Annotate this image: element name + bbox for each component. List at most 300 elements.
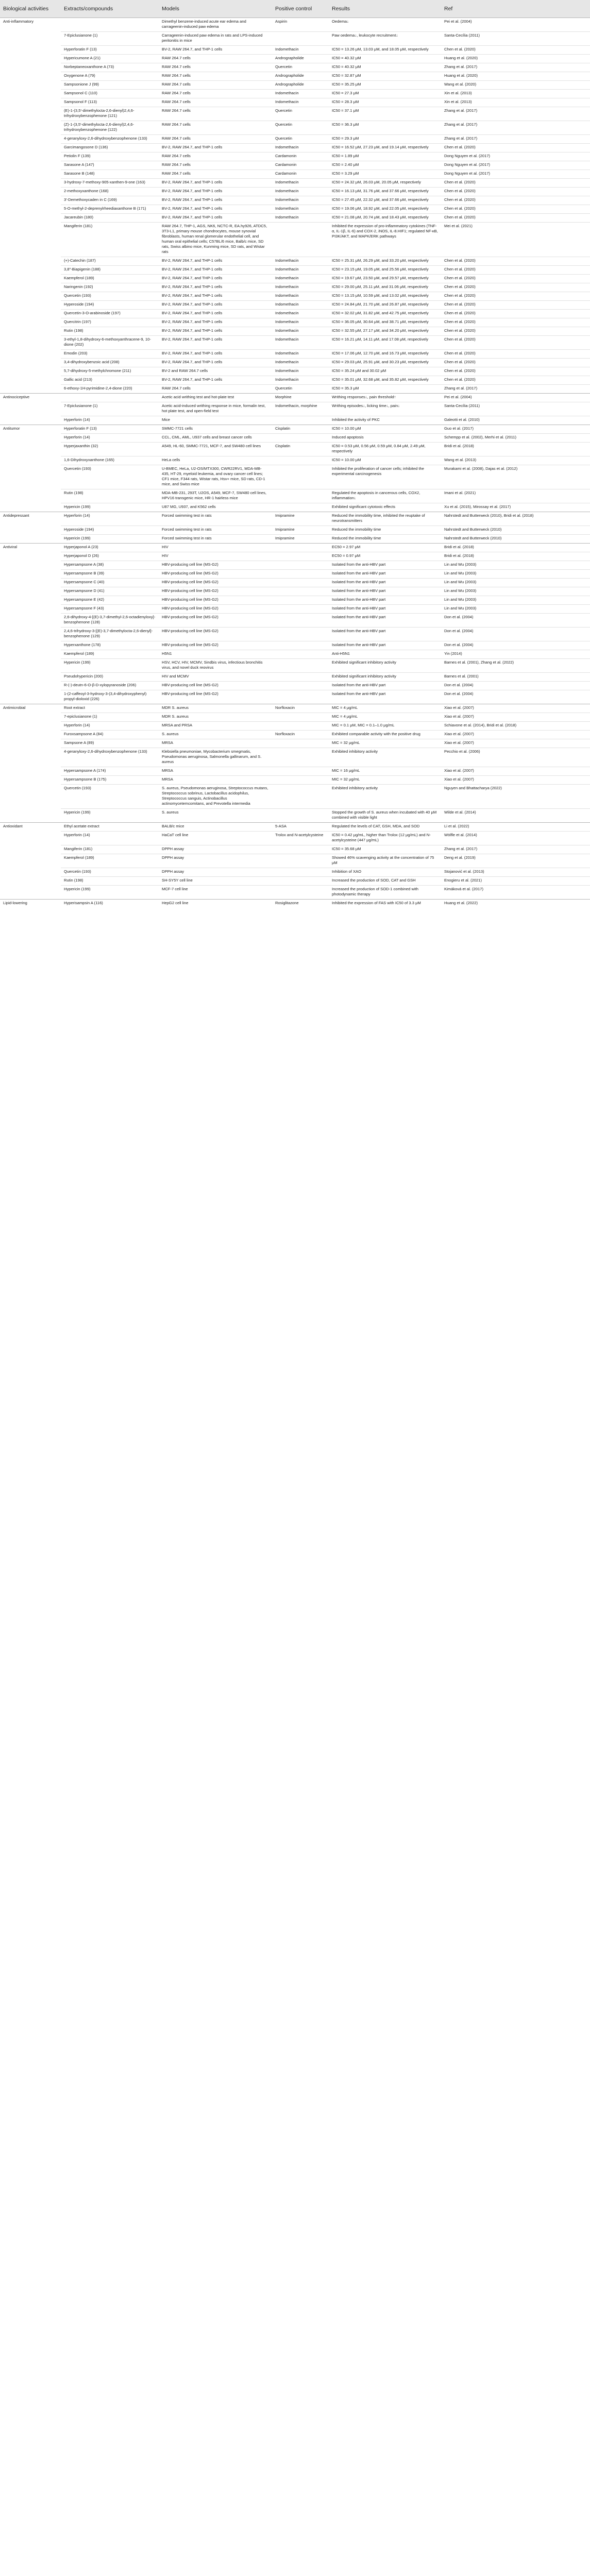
result-cell: MIC = 32 μg/mL [329,775,441,784]
activity-cell: Antidepressant [0,512,61,526]
table-row [0,596,590,604]
activity-cell [0,767,61,775]
compound-cell: Hyperforin (14) [61,416,159,425]
result-cell: Increased the production of SOD-1 combined with photodynamic therapy [329,885,441,899]
compound-cell: Hypersampsone F (43) [61,604,159,613]
reference-cell: Don et al. (2004) [441,681,590,690]
result-cell: Exhibited significant cytotoxic effects [329,503,441,512]
activity-cell [0,152,61,161]
compound-cell: Hyperforatin F (13) [61,45,159,54]
model-cell: RAW 264.7 cells [159,121,272,134]
reference-cell: Don et al. (2004) [441,627,590,641]
table-row [0,534,590,543]
activity-cell [0,561,61,569]
reference-cell: Pei et al. (2004) [441,393,590,402]
reference-cell: Chen et al. (2020) [441,187,590,196]
table-row [0,767,590,775]
compound-cell: Gallic acid (213) [61,376,159,384]
reference-cell: Chen et al. (2020) [441,367,590,376]
reference-cell: Schiavone et al. (2014), Bridi et al. (2018) [441,721,590,730]
table-row [0,18,590,31]
model-cell: BV-2, RAW 264.7, and THP-1 cells [159,327,272,335]
model-cell: BV-2, RAW 264.7, and THP-1 cells [159,309,272,318]
model-cell: BV-2, RAW 264.7, and THP-1 cells [159,274,272,283]
compound-cell: Pseudohypericin (200) [61,672,159,681]
positive-control-cell: Indomethacin, morphine [272,402,329,416]
positive-control-cell: Rosiglitazone [272,899,329,908]
activity-cell [0,134,61,143]
compound-cell: 2-methoxyxanthone (168) [61,187,159,196]
positive-control-cell: Cisplatin [272,442,329,456]
compound-cell: (Z)-1-(3,5′-dimethylocta-2,6-dienyl)2,4,6-trihydroxybenzophenone (122) [61,121,159,134]
compound-cell: Hypersampsone A (38) [61,561,159,569]
result-cell: IC50 = 35.24 μM and 30.02 μM [329,367,441,376]
reference-cell: Xiao et al. (2007) [441,739,590,748]
model-cell: DPPH assay [159,868,272,876]
reference-cell: Bridi et al. (2018) [441,552,590,561]
result-cell: IC50 = 32.87 μM [329,72,441,80]
positive-control-cell: Indomethacin [272,213,329,222]
table-row [0,587,590,596]
model-cell: S. aureus [159,730,272,739]
model-cell: Forced swimming test in rats [159,534,272,543]
result-cell: Isolated from the anti-HBV part [329,578,441,587]
positive-control-cell: Indomethacin [272,98,329,107]
positive-control-cell: Indomethacin [272,265,329,274]
table-row [0,143,590,152]
table-row [0,265,590,274]
activity-cell [0,526,61,534]
table-row [0,393,590,402]
result-cell: IC50 = 19.67 μM, 23.50 μM, and 29.57 μM, respectively [329,274,441,283]
compound-cell: Hyperoside (194) [61,300,159,309]
model-cell: RAW 264.7 cells [159,384,272,393]
result-cell: IC50 = 21.08 μM, 20.74 μM, and 18.43 μM, respectively [329,213,441,222]
activity-cell [0,31,61,45]
activity-cell [0,257,61,265]
table-row [0,31,590,45]
model-cell: HBV-producing cell line (MS-G2) [159,604,272,613]
activity-cell [0,327,61,335]
result-cell: EC50 = 2.97 μM [329,543,441,552]
compound-cell: 7-epiclusianone (1) [61,713,159,721]
positive-control-cell: Indomethacin [272,274,329,283]
table-row [0,672,590,681]
positive-control-cell [272,552,329,561]
result-cell: IC50 = 32.02 μM, 31.82 μM, and 42.75 μM, respectively [329,309,441,318]
table-row [0,257,590,265]
activity-cell [0,433,61,442]
activity-cell [0,98,61,107]
model-cell: BV-2, RAW 264.7, and THP-1 cells [159,187,272,196]
model-cell: HIV [159,552,272,561]
reference-cell: Bridi et al. (2018) [441,442,590,456]
activity-cell [0,367,61,376]
model-cell: HBV-producing cell line (MS-G2) [159,690,272,704]
compound-cell: Kaempferol (189) [61,854,159,868]
reference-cell: Chen et al. (2020) [441,265,590,274]
positive-control-cell: Andrographolide [272,80,329,89]
activity-cell [0,205,61,213]
positive-control-cell: Indomethacin [272,196,329,205]
result-cell: IC50 = 35.68 μM [329,845,441,854]
positive-control-cell [272,578,329,587]
reference-cell: Chen et al. (2020) [441,45,590,54]
compound-cell: Quercetin (193) [61,868,159,876]
result-cell: Isolated from the anti-HBV part [329,587,441,596]
activity-cell [0,627,61,641]
reference-cell: Huang et al. (2020) [441,54,590,63]
result-cell: MIC = 0.1 μM, MIC = 0.1–1.0 μg/mL [329,721,441,730]
positive-control-cell: Indomethacin [272,178,329,187]
positive-control-cell: Quercetin [272,107,329,121]
result-cell: IC50 = 24.32 μM, 26.03 μM, 20.05 μM, respectively [329,178,441,187]
result-cell: IC50 = 35.25 μM [329,80,441,89]
positive-control-cell [272,681,329,690]
table-row [0,222,590,257]
model-cell: HeLa cells [159,456,272,465]
activity-cell [0,402,61,416]
result-cell: Isolated from the anti-HBV part [329,569,441,578]
result-cell: Inhibited the activity of PKC [329,416,441,425]
compound-cell [61,393,159,402]
compound-cell: Hyperforatin F (13) [61,425,159,433]
result-cell: IC50 = 3.29 μM [329,170,441,178]
compound-cell: 2,4,6-trihydroxy-3-[(E)-3,7-dimethylocta-2,6-dienyl]-benzophenone (129) [61,627,159,641]
positive-control-cell: Quercetin [272,121,329,134]
positive-control-cell: 5-ASA [272,822,329,831]
positive-control-cell [272,433,329,442]
activity-cell: Antiviral [0,543,61,552]
activity-cell [0,376,61,384]
result-cell: IC50 = 36.05 μM, 30.64 μM, and 38.71 μM, respectively [329,318,441,327]
positive-control-cell [272,672,329,681]
result-cell: IC50 = 27.45 μM, 22.32 μM, and 37.66 μM, respectively [329,196,441,205]
activity-cell [0,808,61,822]
activity-cell [0,213,61,222]
table-row [0,899,590,908]
result-cell: IC50 = 40.32 μM [329,63,441,72]
positive-control-cell [272,613,329,627]
compound-cell: Quercitrin (197) [61,318,159,327]
reference-cell: Santa-Cecília (2011) [441,31,590,45]
table-row [0,283,590,292]
model-cell: Dimethyl benzene-induced acute ear edema and carrageenin-induced paw edema [159,18,272,31]
result-cell: Exhibited comparable activity with the positive drug [329,730,441,739]
result-cell: Stopped the growth of S. aureus when incubated with 40 μM combined with visible light [329,808,441,822]
table-row [0,465,590,489]
reference-cell: Wölfle et al. (2014) [441,831,590,845]
table-row [0,784,590,808]
model-cell: Acetic acid-induced writhing response in mice, formalin test, hot plate test, and open-field test [159,402,272,416]
positive-control-cell: Indomethacin [272,283,329,292]
result-cell: Inhibited the expression of pro-inflammatory cytokines (TNF-α, IL-1β, IL-6) and COX-2, iNOS, IL-8.HIF1; regulated NF-κB, PI3K/AKT, and MAPK/ERK pathways [329,222,441,257]
positive-control-cell [272,627,329,641]
activity-cell [0,358,61,367]
reference-cell: Chen et al. (2020) [441,376,590,384]
activity-cell [0,534,61,543]
table-row [0,416,590,425]
activity-cell [0,650,61,658]
result-cell: IC50 = 29.00 μM, 25.11 μM, and 31.06 μM, respectively [329,283,441,292]
compound-cell: Hypersampsone B (175) [61,775,159,784]
reference-cell: Lin and Wu (2003) [441,561,590,569]
reference-cell: Chen et al. (2020) [441,349,590,358]
activity-cell [0,784,61,808]
model-cell: HepG2 cell line [159,899,272,908]
reference-cell: Schempp et al. (2002), Merhi et al. (2011) [441,433,590,442]
compound-cell: Hyperforin (14) [61,433,159,442]
table-row [0,512,590,526]
compound-cell: 1,6-Dihydroxyxanthone (165) [61,456,159,465]
activity-cell [0,89,61,98]
model-cell: RAW 264.7 cells [159,72,272,80]
activity-cell [0,587,61,596]
model-cell: S. aureus, Pseudomonas aeruginosa, Streptococcus mutans, Streptococcus sobrinus, Lactobacillus acidophilus, Streptococcus sanguis, Actinobacillus actinomycetemcomitans, and Prevotella intermedia [159,784,272,808]
table-row [0,854,590,868]
result-cell: Isolated from the anti-HBV part [329,690,441,704]
table-row [0,822,590,831]
positive-control-cell [272,31,329,45]
table-row [0,384,590,393]
result-cell: MIC = 16 μg/mL [329,767,441,775]
result-cell: IC50 = 2.40 μM [329,161,441,170]
positive-control-cell: Trolox and N-acetylcysteine [272,831,329,845]
table-row [0,845,590,854]
result-cell: Reduced the immobility time [329,526,441,534]
result-cell: IC50 = 19.06 μM, 18.92 μM, and 22.05 μM, respectively [329,205,441,213]
table-row [0,178,590,187]
compound-cell: Hypericin (199) [61,534,159,543]
activity-cell: Antitumor [0,425,61,433]
positive-control-cell: Indomethacin [272,349,329,358]
reference-cell: Chen et al. (2020) [441,196,590,205]
result-cell: Isolated from the anti-HBV part [329,613,441,627]
model-cell: RAW 264.7 cells [159,170,272,178]
result-cell: Inhibited the proliferation of cancer cells; inhibited the experimental carcinogenesis [329,465,441,489]
model-cell: BV-2, RAW 264.7, and THP-1 cells [159,335,272,349]
compound-cell: Hypericin (199) [61,808,159,822]
activity-cell [0,596,61,604]
reference-cell: Don et al. (2004) [441,641,590,650]
model-cell: BV-2, RAW 264.7, and THP-1 cells [159,45,272,54]
table-body [0,18,590,908]
model-cell: HBV-producing cell line (MS-G2) [159,641,272,650]
model-cell: HBV-producing cell line (MS-G2) [159,681,272,690]
table-row [0,561,590,569]
compound-cell: Hypericumone A (21) [61,54,159,63]
activity-cell [0,161,61,170]
compound-cell: Quercetin (193) [61,292,159,300]
result-cell: Isolated from the anti-HBV part [329,604,441,613]
table-row [0,134,590,143]
reference-cell: Chen et al. (2020) [441,178,590,187]
model-cell: BV-2, RAW 264.7, and THP-1 cells [159,349,272,358]
compound-cell: Rutin (198) [61,876,159,885]
table-row [0,868,590,876]
result-cell: IC50 = 24.84 μM, 21.70 μM, and 26.87 μM, respectively [329,300,441,309]
activity-cell [0,170,61,178]
model-cell: BV-2, RAW 264.7, and THP-1 cells [159,265,272,274]
positive-control-cell: Indomethacin [272,257,329,265]
compound-cell: Hypericin (199) [61,658,159,672]
model-cell: BV-2, RAW 264.7, and THP-1 cells [159,205,272,213]
result-cell: Induced apoptosis [329,433,441,442]
result-cell: IC50 = 29.3 μM [329,134,441,143]
table-row [0,885,590,899]
result-cell: Isolated from the anti-HBV part [329,681,441,690]
table-row [0,196,590,205]
result-cell: Writhing responses↓, pain threshold↑ [329,393,441,402]
result-cell: Isolated from the anti-HBV part [329,596,441,604]
activity-cell [0,335,61,349]
positive-control-cell [272,658,329,672]
table-row [0,456,590,465]
model-cell: U87 MG, U937, and K562 cells [159,503,272,512]
positive-control-cell: Cardamonin [272,152,329,161]
table-row [0,704,590,713]
compound-cell: Hypersampsone D (41) [61,587,159,596]
activity-cell [0,489,61,503]
compound-cell: Hypericin (199) [61,503,159,512]
model-cell: HBV-producing cell line (MS-G2) [159,587,272,596]
reference-cell: Wang et al. (2020) [441,80,590,89]
positive-control-cell [272,854,329,868]
header-extracts-compounds: Extracts/compounds [61,0,159,18]
activity-cell [0,178,61,187]
reference-cell: Lin and Wu (2003) [441,569,590,578]
reference-cell: Pei et al. (2004) [441,18,590,31]
reference-cell: Lin and Wu (2003) [441,587,590,596]
positive-control-cell [272,465,329,489]
model-cell: BV-2, RAW 264.7, and THP-1 cells [159,143,272,152]
positive-control-cell: Indomethacin [272,143,329,152]
compound-cell: Sampsone A (89) [61,739,159,748]
activity-cell [0,748,61,767]
reference-cell: Chen et al. (2020) [441,300,590,309]
positive-control-cell: Morphine [272,393,329,402]
table-row [0,89,590,98]
activity-cell [0,292,61,300]
reference-cell: Imani et al. (2021) [441,489,590,503]
positive-control-cell [272,561,329,569]
model-cell: RAW 264.7 cells [159,63,272,72]
model-cell: Mice [159,416,272,425]
positive-control-cell: Andrographolide [272,54,329,63]
compound-cell: 3′-Demethoxycaden in C (169) [61,196,159,205]
positive-control-cell [272,775,329,784]
reference-cell: Xin et al. (2013) [441,89,590,98]
table-row [0,309,590,318]
model-cell: DPPH assay [159,845,272,854]
result-cell: IC50 = 29.03 μM, 25.91 μM, and 30.23 μM, respectively [329,358,441,367]
compound-cell: Hyperjaxanthin (32) [61,442,159,456]
positive-control-cell [272,569,329,578]
reference-cell: Xin et al. (2013) [441,98,590,107]
table-row [0,45,590,54]
header-biological-activities: Biological activities [0,0,61,18]
table-row [0,152,590,161]
positive-control-cell [272,784,329,808]
reference-cell: Li et al. (2022) [441,822,590,831]
activity-cell [0,456,61,465]
result-cell: IC50 = 16.13 μM, 31.76 μM, and 37.66 μM, respectively [329,187,441,196]
model-cell: Klebsiella pneumoniae, Mycobacterium smegmatis, Pseudomonas aeruginosa, Salmonella gallinarum, and S. aureus [159,748,272,767]
model-cell: BV-2, RAW 264.7, and THP-1 cells [159,376,272,384]
compound-cell: Hypersampsone C (40) [61,578,159,587]
activity-cell [0,63,61,72]
model-cell: BV-2, RAW 264.7, and THP-1 cells [159,196,272,205]
reference-cell: Zhang et al. (2017) [441,121,590,134]
table-row [0,318,590,327]
reference-cell: Zhang et al. (2017) [441,63,590,72]
model-cell: Forced swimming test in rats [159,526,272,534]
activity-cell [0,552,61,561]
compound-cell: Jacareubin (180) [61,213,159,222]
reference-cell: Stojanović et al. (2013) [441,868,590,876]
positive-control-cell: Indomethacin [272,205,329,213]
reference-cell: Chen et al. (2020) [441,309,590,318]
compound-cell: 3,4-dihydroxybenzoic acid (208) [61,358,159,367]
positive-control-cell: Cardamonin [272,170,329,178]
table-row [0,650,590,658]
result-cell: Regulated the apoptosis in cancerous cells, COX2, inflammation↓ [329,489,441,503]
table-row [0,433,590,442]
positive-control-cell: Cisplatin [272,425,329,433]
activity-cell [0,845,61,854]
result-cell: IC50 = 35.01 μM, 32.68 μM, and 35.82 μM, respectively [329,376,441,384]
reference-cell: Nguyen and Bhattacharya (2022) [441,784,590,808]
positive-control-cell: Andrographolide [272,72,329,80]
compound-cell: Hypersampsone B (39) [61,569,159,578]
positive-control-cell [272,596,329,604]
activity-cell [0,713,61,721]
positive-control-cell [272,739,329,748]
model-cell: U-BMEC, HeLa, U2-OS/MTX300, CWR22RV1, MDA-MB-435, HT-29, myeloid leukemia, and ovary cancer cell lines; CF1 mice, F344 rats, Wistar rats, Hsv+ mice, SD rats, CD-1 mice, and Swiss mice [159,465,272,489]
model-cell: SH-SY5Y cell line [159,876,272,885]
model-cell: BV-2, RAW 264.7, and THP-1 cells [159,257,272,265]
table-row [0,876,590,885]
compound-cell: Hypericin (199) [61,885,159,899]
positive-control-cell: Indomethacin [272,300,329,309]
table-row [0,213,590,222]
result-cell: MIC = 4 μg/mL [329,704,441,713]
result-cell: Increased the production of SOD, CAT and GSH [329,876,441,885]
positive-control-cell: Indomethacin [272,45,329,54]
activity-cell [0,196,61,205]
table-row [0,658,590,672]
reference-cell: Santa-Cecília (2011) [441,402,590,416]
compound-cell: 1-(2-caffeoyl-3-hydroxy-3-(3,4-dihydroxyphenyl) propyl-dioloxid (226) [61,690,159,704]
model-cell: BALB/c mice [159,822,272,831]
table-row [0,121,590,134]
reference-cell: Xiao et al. (2007) [441,704,590,713]
table-row [0,335,590,349]
result-cell: IC50 = 36.3 μM [329,121,441,134]
result-cell: IC50 = 0.53 μM, 0.56 μM, 0.59 μM, 0.84 μM, 2.49 μM, respectively [329,442,441,456]
activity-cell [0,641,61,650]
compound-cell: Kaempferol (189) [61,274,159,283]
result-cell: IC50 = 16.21 μM, 14.11 μM, and 17.08 μM, respectively [329,335,441,349]
activity-cell [0,300,61,309]
reference-cell: Dong Nguyen et al. (2017) [441,152,590,161]
activity-cell: Anti-inflammatory [0,18,61,31]
table-row [0,748,590,767]
table-row [0,292,590,300]
header-positive-control: Positive control [272,0,329,18]
header-models: Models [159,0,272,18]
result-cell: Paw oedema↓, leukocyte recruitment↓ [329,31,441,45]
